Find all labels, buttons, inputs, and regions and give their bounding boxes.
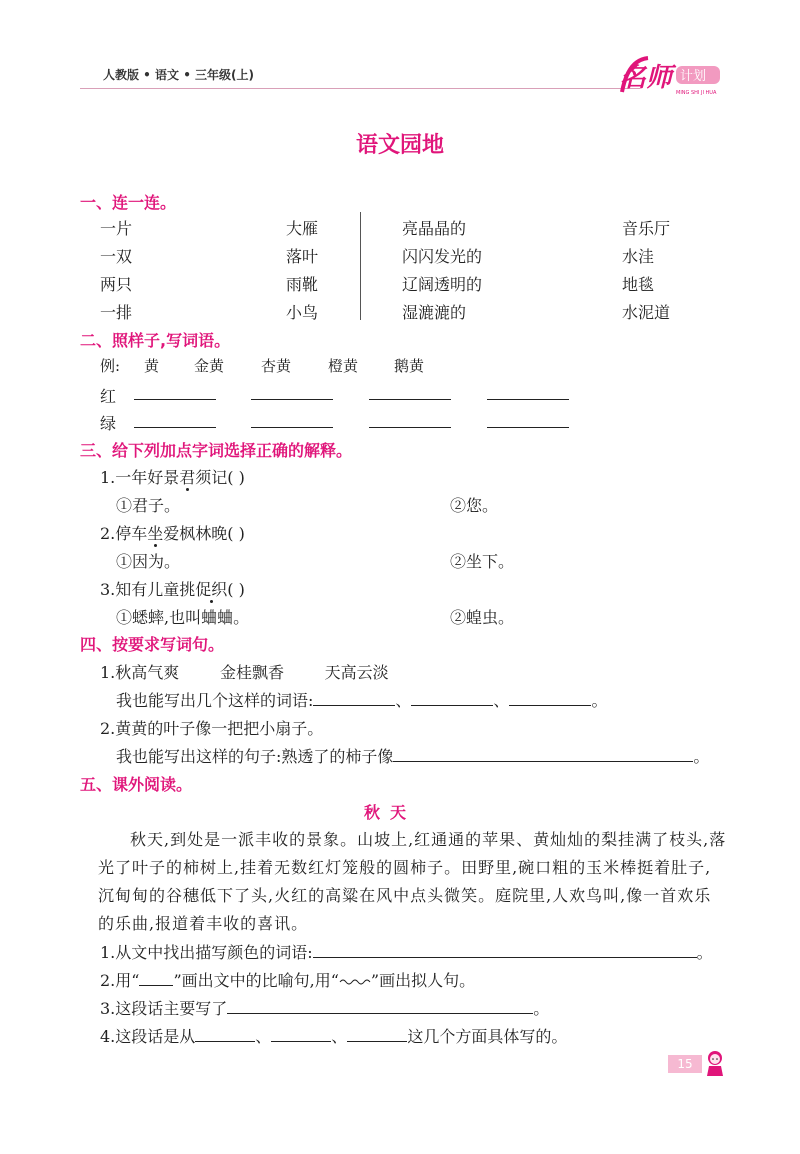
s5-q1-prompt: 1.从文中找出描写颜色的词语:: [100, 943, 313, 962]
s5-q1-end: 。: [696, 943, 713, 962]
s5-q3: [100, 996, 549, 1019]
s5-q4-sep1: 、: [255, 1027, 272, 1046]
s5-q3-prompt: 3.这段话主要写了: [100, 999, 228, 1018]
example-word-1: 黄: [144, 357, 160, 375]
column-divider: [360, 212, 361, 320]
page-title: 语文园地: [355, 133, 444, 158]
s5-q2: [100, 968, 475, 991]
s3-q1-option-a: ①君子。: [116, 496, 181, 515]
s3-q3-option-b: ②蝗虫。: [450, 608, 515, 627]
s1-right-b-2: 水洼: [622, 247, 655, 266]
s1-left-a-2: 一双: [100, 247, 133, 266]
s3-q1-pre: 1.一年好景: [100, 468, 180, 487]
s3-q2-option-b: ②坐下。: [450, 552, 515, 571]
s5-q4-blank-2[interactable]: [271, 1027, 331, 1042]
s1-left-b-1: 大雁: [286, 219, 319, 238]
example-word-2: 金黄: [194, 357, 225, 375]
blank-green-4[interactable]: [487, 427, 569, 428]
logo-pinyin: MING SHI JI HUA: [676, 90, 717, 96]
s5-q4-blank-1[interactable]: [195, 1027, 255, 1042]
s5-q3-end: 。: [533, 999, 550, 1018]
blank-red-3[interactable]: [369, 399, 451, 400]
s5-q4-blank-3[interactable]: [347, 1027, 407, 1042]
reading-passage: 秋天,到处是一派丰收的景象。山坡上,红通通的苹果、黄灿灿的梨挂满了枝头,落光了叶子的柿树上,挂着无数红灯笼般的圆柿子。田野里,碗口粗的玉米棒挺着肚子,沉甸甸的谷穗低下了头,火红的高粱在风中点头微笑。庭院里,人欢鸟叫,像一首欢乐的乐曲,报道着丰收的喜讯。: [98, 830, 727, 933]
s3-q1-post: 须记( ): [195, 468, 245, 487]
s3-q3: [100, 577, 245, 600]
s5-q1-blank[interactable]: [313, 943, 697, 958]
row-green-label: 绿: [100, 414, 117, 433]
s3-q1-option-b: ②您。: [450, 496, 499, 515]
s1-right-b-3: 地毯: [622, 275, 655, 294]
section4-heading: 四、按要求写词句。: [80, 635, 225, 654]
blank-red-2[interactable]: [251, 399, 333, 400]
s5-q3-blank[interactable]: [227, 999, 533, 1014]
s1-right-a-4: 湿漉漉的: [402, 303, 467, 322]
blank-green-2[interactable]: [251, 427, 333, 428]
s1-left-a-3: 两只: [100, 275, 133, 294]
s5-q4-a: 4.这段话是从: [100, 1027, 196, 1046]
s1-right-a-3: 辽阔透明的: [402, 275, 483, 294]
example-word-5: 鹅黄: [394, 357, 425, 375]
row-red-label: 红: [100, 387, 117, 406]
wavy-line-sample: [339, 976, 371, 986]
s4-q2-line: [116, 744, 709, 767]
s5-q2-a: 2.用“: [100, 971, 140, 990]
example-word-3: 杏黄: [261, 357, 292, 375]
s1-right-b-4: 水泥道: [622, 303, 671, 322]
s4-q1-sep2: 、: [493, 691, 510, 710]
s3-q3-post: ( ): [227, 580, 245, 599]
s3-q3-pre: 3.知有儿童挑: [100, 580, 196, 599]
s5-q4: [100, 1024, 567, 1047]
s3-q2-pre: 2.停车: [100, 524, 148, 543]
section1-heading: 一、连一连。: [80, 193, 177, 212]
s4-q2: 2.黄黄的叶子像一把把小扇子。: [100, 719, 324, 738]
s4-q2-blank[interactable]: [393, 747, 693, 762]
blank-green-1[interactable]: [134, 427, 216, 428]
example-word-4: 橙黄: [328, 357, 359, 375]
s1-right-a-2: 闪闪发光的: [402, 247, 483, 266]
s1-left-b-4: 小鸟: [286, 303, 319, 322]
s3-q2-dotted: 坐: [147, 524, 164, 543]
s5-q4-sep2: 、: [331, 1027, 348, 1046]
straight-line-sample: [139, 971, 173, 986]
s1-left-b-3: 雨靴: [286, 275, 319, 294]
s4-q1-end: 。: [591, 691, 608, 710]
s5-q1: [100, 940, 713, 963]
logo-sub: 计划: [680, 69, 707, 84]
blank-green-3[interactable]: [369, 427, 451, 428]
s1-right-a-1: 亮晶晶的: [402, 219, 467, 238]
section5-heading: 五、课外阅读。: [80, 775, 193, 794]
s3-q2-option-a: ①因为。: [116, 552, 181, 571]
s1-left-a-1: 一片: [100, 219, 133, 238]
s1-left-a-4: 一排: [100, 303, 133, 322]
s3-q3-dotted: 促织: [195, 580, 228, 599]
s4-q1-blank-1[interactable]: [313, 691, 395, 706]
section3-heading: 三、给下列加点字词选择正确的解释。: [80, 441, 353, 460]
s4-q2-end: 。: [693, 747, 710, 766]
s3-q1: [100, 465, 245, 488]
cartoon-girl-icon: [704, 1049, 726, 1077]
s3-q1-dotted: 君: [179, 468, 196, 487]
s4-q1-prompt: 我也能写出几个这样的词语:: [116, 691, 314, 710]
blank-red-4[interactable]: [487, 399, 569, 400]
s5-q4-b: 这几个方面具体写的。: [407, 1027, 568, 1046]
s4-q1: 1.秋高气爽 金桂飘香 天高云淡: [100, 663, 389, 682]
section2-heading: 二、照样子,写词语。: [80, 331, 231, 350]
s3-q2-post: 爱枫林晚( ): [163, 524, 245, 543]
s5-q2-c: ”画出拟人句。: [370, 971, 476, 990]
s1-right-b-1: 音乐厅: [622, 219, 671, 238]
s1-left-b-2: 落叶: [286, 247, 319, 266]
book-header: 人教版 • 语文 • 三年级(上): [103, 68, 255, 82]
example-label: 例:: [100, 357, 121, 375]
s3-q2: [100, 521, 245, 544]
brand-logo: [618, 52, 728, 98]
s4-q1-blank-3[interactable]: [509, 691, 591, 706]
page-number: 15: [668, 1055, 702, 1073]
s3-q3-option-a: ①蟋蟀,也叫蛐蛐。: [116, 608, 250, 627]
s4-q1-blank-2[interactable]: [411, 691, 493, 706]
s4-q1-sep1: 、: [395, 691, 412, 710]
s5-q2-b: ”画出文中的比喻句,用“: [173, 971, 339, 990]
reading-title: 秋天: [363, 803, 416, 822]
logo-text: 名师: [620, 63, 673, 93]
header-rule: [80, 88, 640, 89]
s4-q1-line: [116, 688, 607, 711]
s4-q2-prompt: 我也能写出这样的句子:熟透了的柿子像: [116, 747, 394, 766]
blank-red-1[interactable]: [134, 399, 216, 400]
